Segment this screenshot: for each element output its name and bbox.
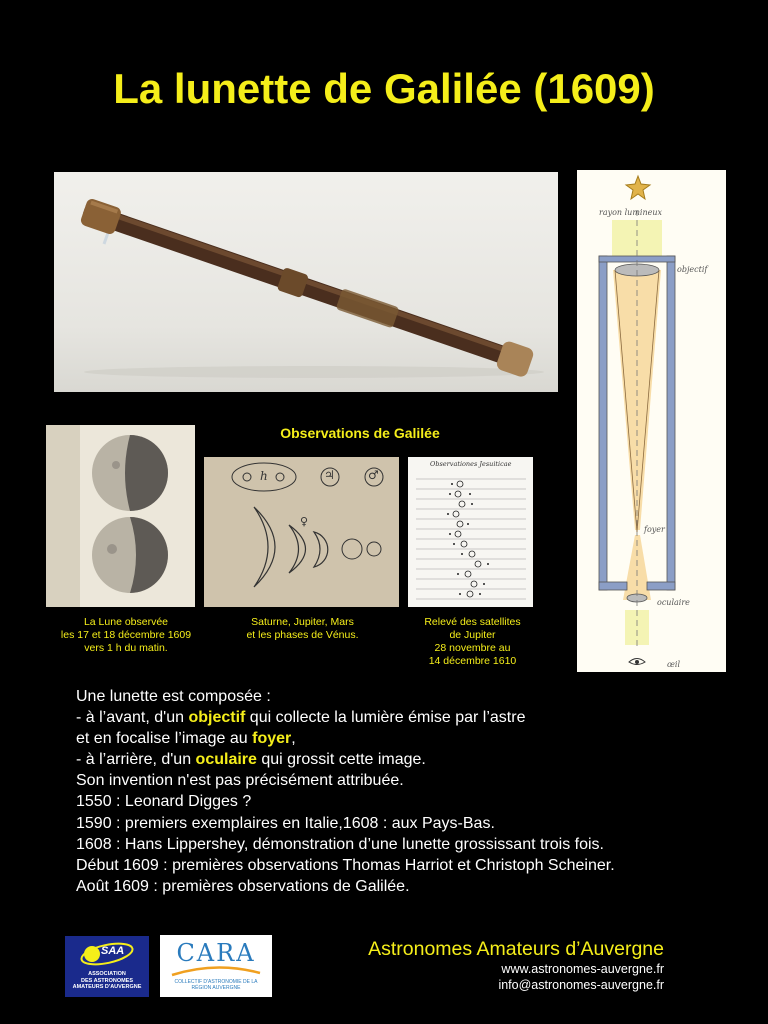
body-text-span: qui collecte la lumière émise par l’astre xyxy=(245,709,526,727)
satellites-svg xyxy=(408,457,533,607)
moon-drawing xyxy=(46,425,195,607)
body-text-span: - à l’arrière, d'un xyxy=(76,751,196,769)
body-line: Son invention n'est pas précisément attribuée. xyxy=(76,772,404,790)
cara-swoosh-icon xyxy=(170,965,262,977)
observations-title: Observations de Galilée xyxy=(280,425,440,441)
caption-satellites-line: de Jupiter xyxy=(449,629,496,641)
body-text xyxy=(76,686,736,897)
body-text-span: , xyxy=(291,730,296,748)
saa-text-line: AMATEURS D'AUVERGNE xyxy=(72,984,142,990)
star-icon xyxy=(626,176,650,199)
website-link[interactable]: www.astronomes-auvergne.fr xyxy=(501,962,664,976)
body-line: Début 1609 : premières observations Thomas Harriot et Christoph Scheiner. xyxy=(76,856,615,874)
body-line: 1590 : premiers exemplaires en Italie,1608 : aux Pays-Bas. xyxy=(76,814,495,832)
cara-logo xyxy=(160,935,272,997)
moon-svg xyxy=(46,425,195,607)
body-text-span: et en focalise l’image au xyxy=(76,730,253,748)
email-link[interactable]: info@astronomes-auvergne.fr xyxy=(498,978,664,992)
telescope-diagram xyxy=(577,170,726,672)
caption-planets-line: Saturne, Jupiter, Mars xyxy=(251,616,354,628)
caption-satellites-line: 14 décembre 1610 xyxy=(428,655,517,667)
caption-satellites xyxy=(410,616,535,668)
highlight-foyer: foyer xyxy=(252,730,292,748)
optical-path-svg xyxy=(577,170,726,672)
caption-satellites-line: 28 novembre au xyxy=(434,642,511,654)
label-objective: objectif xyxy=(677,265,708,274)
saa-text-line: DES ASTRONOMES xyxy=(80,977,134,984)
telescope-photo xyxy=(54,172,558,392)
saa-logo xyxy=(65,936,149,997)
planets-drawing xyxy=(204,457,399,607)
cara-text-line: COLLECTIF D'ASTRONOMIE DE LA xyxy=(174,979,258,985)
body-line xyxy=(76,749,736,770)
label-focus: foyer xyxy=(644,525,665,534)
label-ray: rayon lumineux xyxy=(599,208,663,217)
body-line: 1608 : Hans Lippershey, démonstration d’une lunette grossissant trois fois. xyxy=(76,835,604,853)
record-heading: Observationes Jesuiticae xyxy=(430,460,512,468)
caption-satellites-line: Relevé des satellites xyxy=(424,616,521,628)
caption-planets-line: et les phases de Vénus. xyxy=(246,629,359,641)
jupiter-symbol: ♃ xyxy=(324,468,335,482)
body-line xyxy=(76,707,736,728)
caption-moon-line: les 17 et 18 décembre 1609 xyxy=(60,629,192,641)
saa-logo-text xyxy=(65,971,149,991)
saa-mark-text: SAA xyxy=(101,945,125,957)
cara-logo-text xyxy=(160,979,272,991)
satellites-record xyxy=(408,457,533,607)
page-title: La lunette de Galilée (1609) xyxy=(113,65,655,112)
cara-mark: CARA xyxy=(176,939,256,967)
cara-text-line: RÉGION AUVERGNE xyxy=(191,985,241,991)
body-line: Août 1609 : premières observations de Galilée. xyxy=(76,877,410,895)
highlight-objectif: objectif xyxy=(188,709,246,727)
body-text-span: qui grossit cette image. xyxy=(256,751,426,769)
mars-symbol: ♂ xyxy=(368,468,379,482)
caption-planets xyxy=(230,616,375,642)
body-line: 1550 : Leonard Digges ? xyxy=(76,793,252,811)
venus-symbol: ♀ xyxy=(300,515,309,528)
body-line xyxy=(76,728,736,749)
highlight-oculaire: oculaire xyxy=(195,751,257,769)
caption-moon-line: vers 1 h du matin. xyxy=(84,642,168,654)
body-text-span: - à l’avant, d'un xyxy=(76,709,189,727)
saturn-symbol: h xyxy=(260,469,268,483)
label-eye: œil xyxy=(667,660,681,669)
caption-moon-line: La Lune observée xyxy=(83,616,169,628)
body-line: Une lunette est composée : xyxy=(76,688,271,705)
organization-name: Astronomes Amateurs d’Auvergne xyxy=(368,938,664,960)
caption-moon xyxy=(46,616,206,655)
saa-text-line: ASSOCIATION xyxy=(88,971,126,977)
telescope-illustration xyxy=(54,172,558,392)
label-eyepiece: oculaire xyxy=(657,598,690,607)
